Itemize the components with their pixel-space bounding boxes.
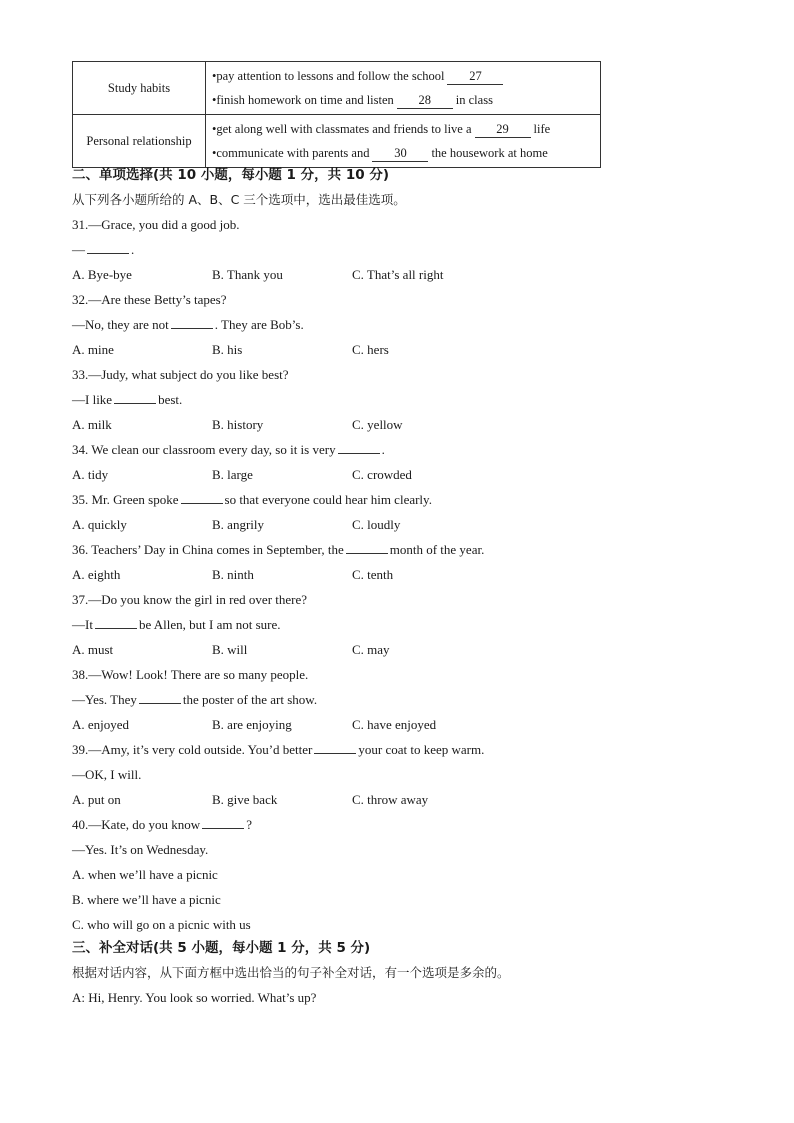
option-b[interactable]: B. history (212, 417, 264, 432)
option-a[interactable]: A. milk (72, 417, 112, 432)
option-c[interactable]: C. who will go on a picnic with us (72, 917, 251, 932)
table-item (212, 117, 600, 141)
option-c[interactable]: C. That’s all right (352, 267, 444, 282)
question-line (72, 316, 304, 334)
option-c[interactable]: C. crowded (352, 467, 412, 482)
question-line (72, 841, 208, 859)
question-text: —Yes. They (72, 692, 137, 707)
question-text: 39.—Amy, it’s very cold outside. You’d better (72, 742, 313, 757)
question-text-after: ? (246, 817, 252, 832)
table-row (73, 115, 601, 168)
question-text: — (72, 242, 85, 257)
table-category: Personal relationship (73, 115, 206, 168)
option-b[interactable]: B. will (212, 642, 248, 657)
option-c[interactable]: C. may (352, 642, 390, 657)
option-a[interactable]: A. quickly (72, 517, 127, 532)
section2-heading: 二、单项选择(共 10 小题，每小题 1 分，共 10 分) (72, 167, 390, 183)
option-a[interactable]: A. tidy (72, 467, 109, 482)
answer-blank[interactable] (202, 816, 244, 829)
answer-blank[interactable] (95, 616, 137, 629)
option-b[interactable]: B. angrily (212, 517, 264, 532)
item-text: •get along well with classmates and friends to live a (212, 122, 472, 136)
question-line (72, 366, 289, 384)
question-line (72, 391, 182, 409)
question-line (72, 591, 307, 609)
question-text-after: . (131, 242, 135, 257)
option-c[interactable]: C. tenth (352, 567, 394, 582)
question-line (72, 666, 308, 684)
answer-blank[interactable] (171, 316, 213, 329)
section3-instruction: 根据对话内容，从下面方框中选出恰当的句子补全对话，有一个选项是多余的。 (72, 965, 510, 980)
option-c[interactable]: C. loudly (352, 517, 401, 532)
option-a[interactable]: A. mine (72, 342, 114, 357)
question-text: —OK, I will. (72, 767, 142, 782)
answer-blank[interactable] (114, 391, 156, 404)
table-items (206, 115, 601, 168)
question-line (72, 616, 280, 634)
question-text-after: best. (158, 392, 183, 407)
answer-blank[interactable]: 30 (372, 146, 428, 162)
option-b[interactable]: B. give back (212, 792, 278, 807)
option-b[interactable]: B. his (212, 342, 243, 357)
answer-blank[interactable] (338, 441, 380, 454)
question-line (72, 541, 484, 559)
table-category: Study habits (73, 62, 206, 115)
question-text: 36. Teachers’ Day in China comes in September, the (72, 542, 344, 557)
option-c[interactable]: C. throw away (352, 792, 429, 807)
option-a[interactable]: A. enjoyed (72, 717, 130, 732)
question-line (72, 766, 141, 784)
option-b[interactable]: B. where we’ll have a picnic (72, 892, 221, 907)
table-item (212, 141, 600, 165)
question-line (72, 491, 432, 509)
question-line (72, 241, 134, 259)
option-a[interactable]: A. Bye-bye (72, 267, 132, 282)
answer-blank[interactable]: 28 (397, 93, 453, 109)
question-text: —No, they are not (72, 317, 169, 332)
dialogue-line: A: Hi, Henry. You look so worried. What’s up? (72, 990, 317, 1005)
answer-blank[interactable] (181, 491, 223, 504)
question-text: 40.—Kate, do you know (72, 817, 201, 832)
answer-blank[interactable] (346, 541, 388, 554)
question-text-after: . (381, 442, 385, 457)
question-text: 32.—Are these Betty’s tapes? (72, 292, 227, 307)
answer-blank[interactable]: 29 (475, 122, 531, 138)
question-text-after: the poster of the art show. (182, 692, 318, 707)
option-b[interactable]: B. large (212, 467, 253, 482)
question-text: 38.—Wow! Look! There are so many people. (72, 667, 309, 682)
option-a[interactable]: A. when we’ll have a picnic (72, 867, 218, 882)
question-line (72, 691, 317, 709)
question-text-after: month of the year. (389, 542, 485, 557)
option-c[interactable]: C. hers (352, 342, 389, 357)
option-a[interactable]: A. must (72, 642, 114, 657)
option-c[interactable]: C. yellow (352, 417, 403, 432)
section3-heading: 三、补全对话(共 5 小题，每小题 1 分，共 5 分) (72, 940, 371, 956)
option-b[interactable]: B. are enjoying (212, 717, 292, 732)
answer-blank[interactable] (87, 241, 129, 254)
question-line (72, 741, 484, 759)
option-b[interactable]: B. ninth (212, 567, 254, 582)
item-text: •communicate with parents and (212, 146, 370, 160)
question-text: —It (72, 617, 93, 632)
item-text-after: life (533, 122, 551, 136)
question-text: 31.—Grace, you did a good job. (72, 217, 240, 232)
option-a[interactable]: A. eighth (72, 567, 121, 582)
question-text: —I like (72, 392, 113, 407)
item-text-after: the housework at home (431, 146, 548, 160)
option-c[interactable]: C. have enjoyed (352, 717, 437, 732)
answer-blank[interactable] (314, 741, 356, 754)
table-row (73, 62, 601, 115)
option-a[interactable]: A. put on (72, 792, 121, 807)
question-line (72, 216, 240, 234)
question-text-after: your coat to keep warm. (358, 742, 485, 757)
question-text: 35. Mr. Green spoke (72, 492, 179, 507)
answer-blank[interactable] (139, 691, 181, 704)
table-item (212, 64, 600, 88)
table-items (206, 62, 601, 115)
section2-instruction: 从下列各小题所给的 A、B、C 三个选项中，选出最佳选项。 (72, 192, 406, 207)
table-item (212, 88, 600, 112)
question-text: 37.—Do you know the girl in red over there? (72, 592, 308, 607)
question-text: —Yes. It’s on Wednesday. (72, 842, 209, 857)
item-text: •pay attention to lessons and follow the school (212, 69, 445, 83)
question-line (72, 441, 385, 459)
question-text: 34. We clean our classroom every day, so it is very (72, 442, 336, 457)
question-line (72, 291, 227, 309)
question-text-after: be Allen, but I am not sure. (138, 617, 281, 632)
item-text-after: in class (455, 93, 493, 107)
item-text: •finish homework on time and listen (212, 93, 394, 107)
question-text: 33.—Judy, what subject do you like best? (72, 367, 289, 382)
question-line (72, 816, 252, 834)
question-text-after: so that everyone could hear him clearly. (224, 492, 432, 507)
study-habits-table (72, 61, 601, 168)
question-text-after: . They are Bob’s. (214, 317, 304, 332)
option-b[interactable]: B. Thank you (212, 267, 283, 282)
answer-blank[interactable]: 27 (447, 69, 503, 85)
